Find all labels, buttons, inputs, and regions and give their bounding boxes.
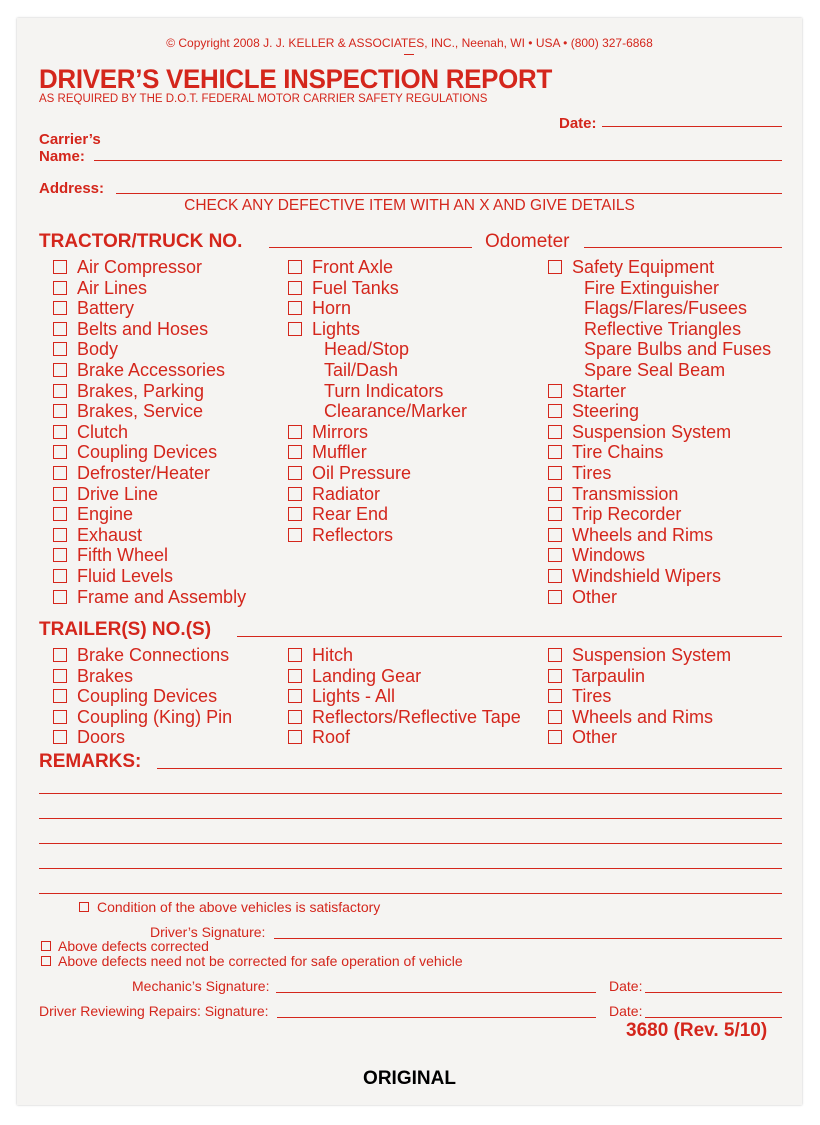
tractor-item-checkbox[interactable] [53, 528, 67, 542]
trailer-item: Coupling Devices [77, 686, 218, 707]
tractor-item-checkbox[interactable] [288, 260, 302, 274]
tractor-item: Rear End [312, 504, 389, 525]
reviewing-date-field[interactable] [645, 1017, 782, 1018]
trailer-item-checkbox[interactable] [53, 648, 67, 662]
defects-not-corrected-label: Above defects need not be corrected for safe operation of vehicle [58, 953, 463, 969]
trailer-label: TRAILER(S) NO.(S) [39, 619, 212, 640]
tractor-item: Defroster/Heater [77, 463, 211, 483]
tractor-item: Coupling Devices [77, 442, 218, 463]
tractor-item: Air Lines [77, 277, 148, 298]
trailer-item-checkbox[interactable] [53, 669, 67, 683]
remarks-line[interactable] [157, 768, 782, 769]
tractor-item: Body [77, 339, 119, 360]
tractor-item: Clutch [77, 421, 129, 442]
tractor-item: Brakes, Service [77, 401, 204, 422]
tractor-item-checkbox[interactable] [53, 322, 67, 336]
trailer-item-checkbox[interactable] [53, 730, 67, 744]
trailer-item: Other [572, 727, 618, 748]
odometer-field[interactable] [584, 247, 782, 248]
trailer-item: Reflectors/Reflective Tape [312, 706, 521, 727]
inspection-form [17, 18, 802, 1105]
trailer-item: Tarpaulin [572, 665, 646, 686]
trailer-item: Brakes [77, 665, 134, 686]
odometer-label: Odometer [485, 231, 570, 252]
tractor-subitem: Turn Indicators [324, 380, 444, 401]
reviewing-date-label: Date: [609, 1003, 643, 1019]
trailer-item: Wheels and Rims [572, 706, 714, 727]
remarks-line[interactable] [39, 843, 782, 844]
remarks-line[interactable] [39, 893, 782, 894]
tractor-item-checkbox[interactable] [53, 466, 67, 480]
mechanic-signature-label: Mechanic’s Signature: [132, 978, 270, 994]
tractor-subitem: Reflective Triangles [584, 318, 742, 339]
tractor-item: Air Compressor [77, 257, 203, 277]
tractor-item: Radiator [312, 483, 381, 504]
tractor-subitem: Tail/Dash [324, 360, 399, 380]
trailer-item: Lights - All [312, 686, 396, 707]
tractor-item: Safety Equipment [572, 257, 715, 277]
trailer-number-field[interactable] [237, 636, 782, 637]
tractor-item: Other [572, 586, 618, 607]
trailer-item-checkbox[interactable] [288, 730, 302, 744]
tractor-item-checkbox[interactable] [548, 507, 562, 521]
tractor-item: Windows [572, 545, 646, 566]
tractor-item-checkbox[interactable] [288, 281, 302, 295]
tractor-item-checkbox[interactable] [548, 528, 562, 542]
form-title: DRIVER’S VEHICLE INSPECTION REPORT [39, 64, 553, 94]
tractor-item-checkbox[interactable] [53, 363, 67, 377]
tractor-item: Brake Accessories [77, 360, 226, 380]
form-subtitle: AS REQUIRED BY THE D.O.T. FEDERAL MOTOR CARRIER SAFETY REGULATIONS [39, 93, 488, 105]
address-field[interactable] [116, 193, 782, 194]
tractor-item-checkbox[interactable] [288, 301, 302, 315]
tractor-item: Starter [572, 380, 627, 401]
trailer-item-checkbox[interactable] [53, 689, 67, 703]
date-label: Date: [559, 115, 597, 132]
tractor-item: Exhaust [77, 524, 143, 545]
trailer-item-checkbox[interactable] [548, 648, 562, 662]
tractor-item: Trip Recorder [572, 504, 682, 525]
trailer-item: Roof [312, 727, 351, 748]
tractor-item-checkbox[interactable] [53, 425, 67, 439]
carrier-label: Carrier’s [39, 131, 101, 148]
tractor-item: Lights [312, 318, 361, 339]
driver-signature-label: Driver’s Signature: [150, 924, 266, 940]
tractor-item: Belts and Hoses [77, 318, 209, 339]
reviewing-signature-field[interactable] [277, 1017, 596, 1018]
tractor-item-checkbox[interactable] [548, 260, 562, 274]
tractor-subitem: Head/Stop [324, 339, 410, 360]
mechanic-date-label: Date: [609, 978, 643, 994]
tractor-item-checkbox[interactable] [53, 342, 67, 356]
tractor-item-checkbox[interactable] [548, 384, 562, 398]
trailer-item-checkbox[interactable] [288, 648, 302, 662]
tractor-item-checkbox[interactable] [548, 445, 562, 459]
remarks-label: REMARKS: [39, 751, 142, 772]
tractor-item-checkbox[interactable] [288, 425, 302, 439]
trailer-item-checkbox[interactable] [548, 730, 562, 744]
trailer-item-checkbox[interactable] [288, 669, 302, 683]
tractor-subitem: Flags/Flares/Fusees [584, 298, 748, 319]
tractor-item-checkbox[interactable] [53, 487, 67, 501]
trailer-item-checkbox[interactable] [53, 710, 67, 724]
trailer-item-checkbox[interactable] [288, 689, 302, 703]
tractor-item: Tire Chains [572, 442, 664, 463]
tractor-item-checkbox[interactable] [53, 445, 67, 459]
trailer-item-checkbox[interactable] [288, 710, 302, 724]
tractor-item-checkbox[interactable] [548, 425, 562, 439]
tractor-item: Brakes, Parking [77, 380, 205, 401]
tractor-label: TRACTOR/TRUCK NO. [39, 231, 243, 252]
form-number: 3680 (Rev. 5/10) [626, 1020, 768, 1041]
tractor-item: Drive Line [77, 483, 159, 504]
remarks-line[interactable] [39, 818, 782, 819]
tractor-item-checkbox[interactable] [548, 548, 562, 562]
tractor-subitem: Fire Extinguisher [584, 277, 720, 298]
tractor-item: Wheels and Rims [572, 524, 714, 545]
trailer-item: Tires [572, 686, 612, 707]
trailer-item: Brake Connections [77, 645, 230, 665]
tractor-item-checkbox[interactable] [53, 507, 67, 521]
tractor-subitem: Spare Bulbs and Fuses [584, 339, 772, 360]
tractor-item-checkbox[interactable] [288, 487, 302, 501]
tractor-item: Suspension System [572, 421, 732, 442]
tractor-item-checkbox[interactable] [548, 590, 562, 604]
tractor-item: Transmission [572, 483, 679, 504]
tractor-item: Front Axle [312, 257, 394, 277]
copyright-notice: © Copyright 2008 J. J. KELLER & ASSOCIATES, INC., Neenah, WI • USA • (800) 327-6868 [166, 36, 653, 50]
tractor-item: Reflectors [312, 524, 394, 545]
trailer-item: Hitch [312, 645, 354, 665]
tractor-item-checkbox[interactable] [288, 322, 302, 336]
tractor-item-checkbox[interactable] [53, 548, 67, 562]
tractor-item: Windshield Wipers [572, 566, 722, 586]
tractor-item: Mirrors [312, 421, 368, 442]
instruction-text: CHECK ANY DEFECTIVE ITEM WITH AN X AND GIVE DETAILS [184, 197, 635, 214]
tractor-item-checkbox[interactable] [548, 487, 562, 501]
tractor-item-checkbox[interactable] [53, 260, 67, 274]
trailer-item-checkbox[interactable] [548, 689, 562, 703]
tractor-item: Fluid Levels [77, 566, 174, 586]
tractor-item: Oil Pressure [312, 463, 412, 483]
tractor-item-checkbox[interactable] [53, 590, 67, 604]
trailer-item-checkbox[interactable] [548, 710, 562, 724]
tractor-item-checkbox[interactable] [288, 466, 302, 480]
tractor-item: Steering [572, 401, 640, 422]
tractor-item: Battery [77, 298, 135, 319]
trailer-item: Doors [77, 727, 126, 748]
tractor-item-checkbox[interactable] [548, 466, 562, 480]
tractor-item-checkbox[interactable] [53, 569, 67, 583]
satisfactory-label: Condition of the above vehicles is satisfactory [97, 899, 381, 915]
tractor-item-checkbox[interactable] [53, 404, 67, 418]
trailer-item: Suspension System [572, 645, 732, 665]
tractor-item-checkbox[interactable] [288, 445, 302, 459]
tractor-item: Horn [312, 298, 352, 319]
tractor-item: Engine [77, 504, 134, 525]
trailer-item: Landing Gear [312, 665, 422, 686]
tractor-item-checkbox[interactable] [288, 528, 302, 542]
tractor-item-checkbox[interactable] [53, 301, 67, 315]
tractor-subitem: Spare Seal Beam [584, 360, 726, 380]
tractor-item: Frame and Assembly [77, 586, 247, 607]
satisfactory-checkbox[interactable] [79, 902, 89, 912]
trailer-item: Coupling (King) Pin [77, 706, 233, 727]
remarks-line[interactable] [39, 793, 782, 794]
mechanic-date-field[interactable] [645, 992, 782, 993]
tractor-item-checkbox[interactable] [53, 281, 67, 295]
remarks-line[interactable] [39, 868, 782, 869]
tractor-item: Tires [572, 463, 612, 483]
date-field[interactable] [602, 126, 782, 127]
mechanic-signature-field[interactable] [276, 992, 596, 993]
divider [404, 54, 414, 55]
tractor-item: Fuel Tanks [312, 277, 399, 298]
tractor-item-checkbox[interactable] [288, 507, 302, 521]
tractor-item: Muffler [312, 442, 367, 463]
driver-signature-field[interactable] [274, 938, 782, 939]
carrier-name-label: Name: [39, 148, 85, 165]
tractor-number-field[interactable] [269, 247, 472, 248]
address-label: Address: [39, 180, 105, 197]
trailer-item-checkbox[interactable] [548, 669, 562, 683]
tractor-item-checkbox[interactable] [548, 404, 562, 418]
reviewing-signature-label: Driver Reviewing Repairs: Signature: [39, 1003, 269, 1019]
copy-label: ORIGINAL [363, 1068, 456, 1089]
tractor-item-checkbox[interactable] [53, 384, 67, 398]
tractor-item: Fifth Wheel [77, 545, 169, 566]
tractor-item-checkbox[interactable] [548, 569, 562, 583]
tractor-subitem: Clearance/Marker [324, 401, 468, 422]
defects-not-corrected-checkbox[interactable] [41, 956, 51, 966]
defects-corrected-label: Above defects corrected [58, 938, 209, 954]
carrier-name-field[interactable] [94, 160, 782, 161]
defects-corrected-checkbox[interactable] [41, 941, 51, 951]
